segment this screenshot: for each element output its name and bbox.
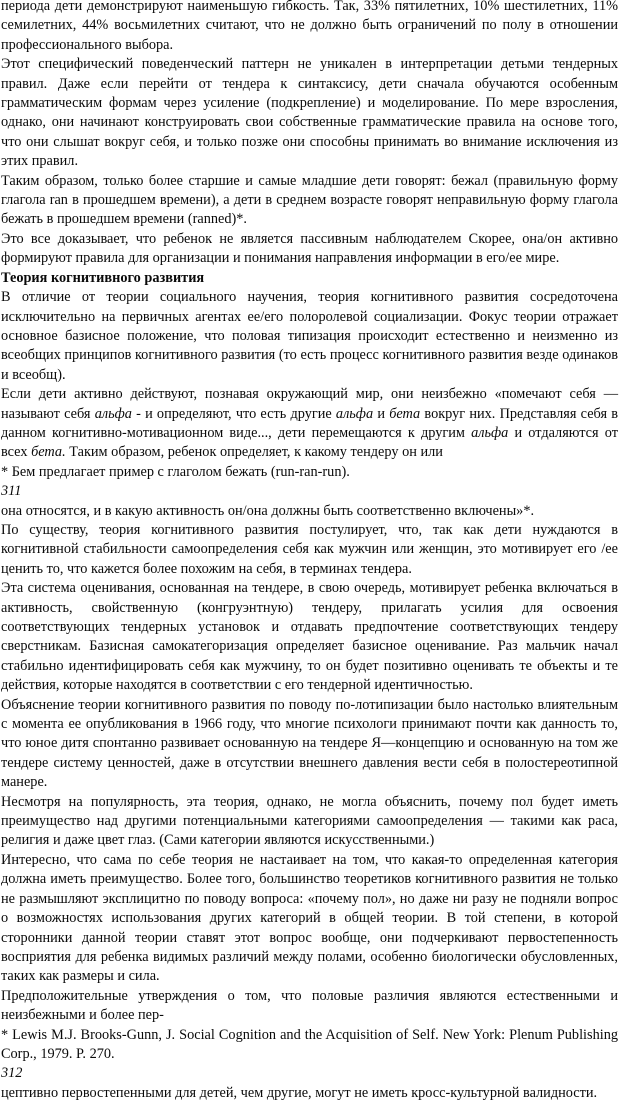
paragraph-theory-limitation: Несмотря на популярность, эта теория, однако, не могла объяснить, почему пол будет иметь преимущество над другими потенциальными категориями самоопределения — такими как раса, религия и даже цвет глаз. (Сами категории являются искусственными.) (1, 793, 618, 849)
section-heading: Теория когнитивного развития (1, 269, 205, 286)
paragraph-evaluation-system: Эта система оценивания, основанная на тендере, в свою очередь, мотивирует ребенка включаться в активность, свойственную (конгруэнтную) тендеру, прилагать усилия для освоения соответствующих тендерных установок и отдавать предпочтение соответствующих тендеру сверстникам. Базисная самокатегоризация определяет базисное оценивание. Раз мальчик начал стабильно идентифицировать себя как мужчину, то он будет позитивно оценивать те объекты и те действия, которые находятся в соответствии с его тендерной идентичностью. (1, 580, 618, 694)
text-run: вокруг них. Представляя себя в данном когнитивно-мотивационном виде..., дети перемещаются к другим (1, 405, 618, 441)
paragraph-cognitive-stability: По существу, теория когнитивного развития постулирует, что, так как дети нуждаются в когнитивной стабильности самоопределения себя как мужчин или женщин, это мотивирует его /ее ценить то, что кажется более похожим на себя, в терминах тендера. (1, 521, 618, 577)
paragraph-gender-flexibility: периода дети демонстрируют наименьшую гибкость. Так, 33% пятилетних, 10% шестилетних, 11% семилетних, 44% восьмилетних считают, что не должно быть ограничений по полу в отношении профессионального выбора. (1, 0, 618, 53)
text-run: Если дети активно действуют, познавая окружающий мир, они неизбежно «помечают себя — называют себя (1, 386, 618, 422)
paragraph-continuation: она относятся, и в какую активность он/она должны быть соответственно включены»*. (1, 502, 535, 519)
paragraph-category-preference: Интересно, что сама по себе теория не настаивает на том, что какая-то определенная категория должна иметь преимущество. Более того, большинство теоретиков когнитивного развития не только не размышляют эксплицитно по поводу вопроса: «почему пол», но даже ни разу не подняли вопрос о возможностях использования других категорий в общей теории. В той степени, в которой сторонники данной теории ставят этот вопрос вообще, они подчеркивают первостепенность восприятия для ребенка видимых различий между полами, особенно биологически обусловленных, таких как размеры и сила. (1, 851, 618, 985)
italic-term: альфа (335, 405, 374, 422)
paragraph-cross-cultural: цептивно первостепенными для детей, чем другие, могут не иметь кросс-культурной валидности. (1, 1084, 598, 1101)
text-run: и (373, 405, 390, 422)
text-run: Таким образом, ребенок определяет, к какому тендеру он или (65, 444, 443, 461)
paragraph-grammar-rules: Этот специфический поведенческий паттерн не уникален в интерпретации детьми тендерных правил. Даже если перейти от тендера к синтаксису, дети сначала обучаются особенным грамматическим формам через усиление (подкрепление) и моделирование. По мере взросления, однако, они начинают конструировать свои собственные грамматические правила на основе того, что они слышат вокруг себя, и только позже они способны принимать во внимание исключения из этих правил. (1, 56, 618, 170)
paragraph-theory-influence: Объяснение теории когнитивного развития по поводу по-лотипизации было настолько влиятельным с момента ее опубликования в 1966 году, что многие психологи принимают почти как данность то, что юное дитя спонтанно развивает основанную на тендере Я—концепцию и основанную на том же тендере систему ценностей, даже в отсутствии внешнего давления вести себя в полостереотипной манере. (1, 696, 618, 791)
italic-term: бета. (31, 444, 66, 461)
footnote-bem: * Бем предлагает пример с глаголом бежать (run-ran-run). (1, 463, 350, 480)
text-run: и отдаляются от всех (1, 424, 618, 461)
footnote-lewis: * Lewis M.J. Brooks-Gunn, J. Social Cognition and the Acquisition of Self. New York: Plenum Publishing Corp., 1979. P. 270. (1, 1026, 618, 1062)
italic-term: альфа (471, 424, 509, 441)
paragraph-active-child: Это все доказывает, что ребенок не является пассивным наблюдателем Скорее, она/он активно формируют правила для организации и понимания направления информации в его/ее мире. (1, 230, 618, 267)
page-number-312: 312 (1, 1065, 23, 1082)
text-run: - и определяют, что есть другие (131, 405, 336, 422)
italic-term: альфа (94, 405, 132, 422)
page-number-311: 311 (1, 483, 22, 500)
paragraph-sex-differences: Предположительные утверждения о том, что половые различия являются естественными и неизбежными и более пер- (1, 987, 618, 1024)
paragraph-past-tense-forms: Таким образом, только более старшие и самые младшие дети говорят: бежал (правильную форму глагола ran в прошедшем времени), а дети в среднем возрасте говорят неправильную форму глагола бежать в прошедшем времени (ranned)*. (1, 172, 618, 228)
italic-term: бета (389, 405, 421, 422)
paragraph-alpha-beta (1, 385, 618, 463)
paragraph-cognitive-theory-intro: В отличие от теории социального научения, теория когнитивного развития сосредоточена исключительно на первичных агентах ее/его полоролевой социализации. Фокус теории отражает основное базисное положение, что половая типизация происходит естественно и неизменно из всеобщих принципов когнитивного развития (то есть процесс когнитивного развития везде одинаков и всеобщ). (1, 289, 618, 383)
